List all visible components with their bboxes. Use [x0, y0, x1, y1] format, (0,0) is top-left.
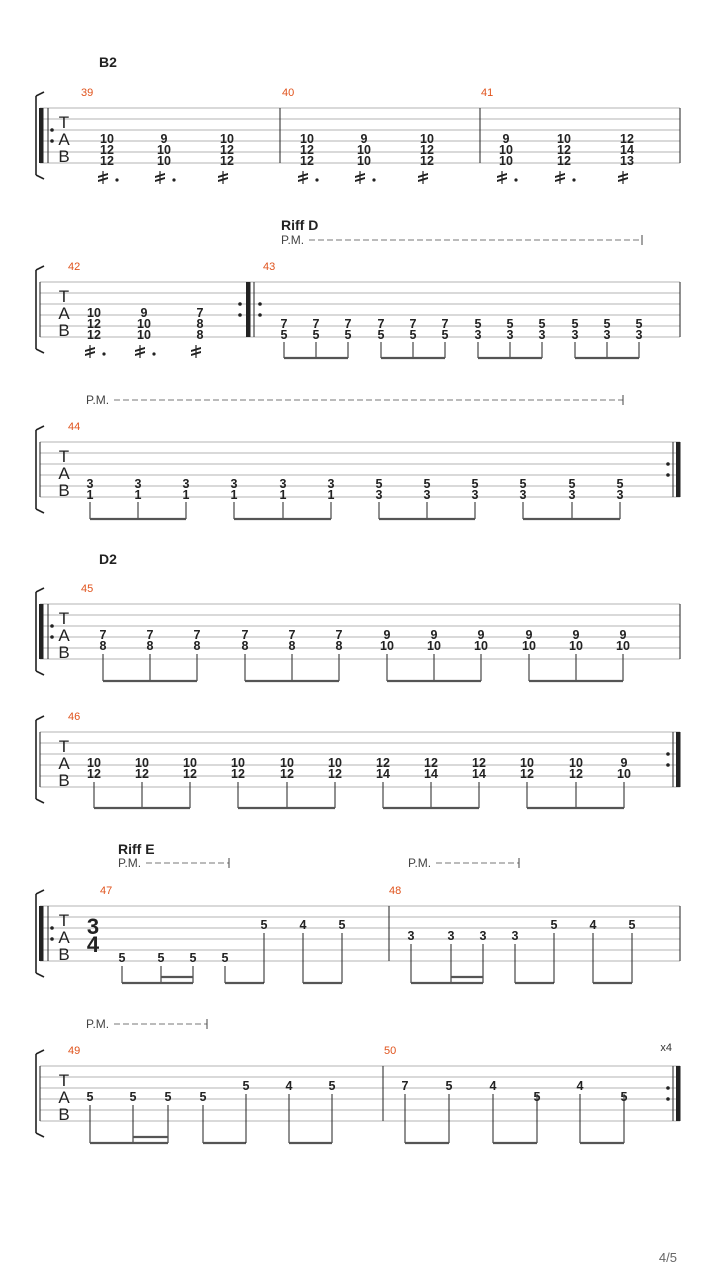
measure-number: 45: [81, 583, 94, 595]
tab-clef-a: A: [58, 754, 70, 773]
fret-number: 10: [617, 767, 631, 781]
fret-number: 9: [502, 132, 510, 146]
fret-number: 14: [620, 143, 634, 157]
tab-clef-a: A: [58, 928, 70, 947]
fret-number: 10: [420, 132, 434, 146]
fret-number: 3: [474, 328, 482, 342]
fret-number: 8: [146, 639, 154, 653]
fret-number: 10: [87, 306, 101, 320]
fret-number: 10: [499, 143, 513, 157]
time-signature-top: 3: [86, 914, 100, 939]
repeat-dot: [666, 763, 670, 767]
fret-number: 9: [140, 306, 148, 320]
fret-number: 10: [300, 132, 314, 146]
fret-number: 8: [241, 639, 249, 653]
dot: [102, 352, 105, 355]
repeat-dot: [666, 1086, 670, 1090]
measure-number: 50: [384, 1045, 397, 1057]
fret-number: 1: [279, 488, 287, 502]
fret-number: 10: [520, 756, 534, 770]
fret-number: 5: [221, 951, 229, 965]
fret-number: 9: [430, 628, 438, 642]
fret-number: 12: [424, 756, 438, 770]
fret-number: 10: [569, 639, 583, 653]
dot: [315, 178, 318, 181]
fret-number: 3: [519, 488, 527, 502]
fret-number: 5: [129, 1090, 137, 1104]
dot: [572, 178, 575, 181]
repeat-dot: [50, 128, 54, 132]
fret-number: 3: [447, 929, 455, 943]
fret-number: 7: [99, 628, 107, 642]
fret-number: 12: [569, 767, 583, 781]
fret-number: 12: [87, 767, 101, 781]
start-repeat-thick: [39, 604, 44, 659]
bracket-hook: [36, 1133, 44, 1137]
fret-number: 3: [506, 328, 514, 342]
bracket-hook: [36, 1050, 44, 1054]
bracket-hook: [36, 671, 44, 675]
measure-number: 39: [81, 87, 94, 99]
fret-number: 10: [87, 756, 101, 770]
fret-number: 9: [572, 628, 580, 642]
fret-number: 10: [380, 639, 394, 653]
fret-number: 10: [157, 154, 171, 168]
dot: [152, 352, 155, 355]
tab-clef-a: A: [58, 130, 70, 149]
fret-number: 1: [327, 488, 335, 502]
bracket-hook: [36, 349, 44, 353]
fret-number: 5: [635, 317, 643, 331]
fret-number: 8: [196, 317, 204, 331]
fret-number: 8: [196, 328, 204, 342]
fret-number: 12: [557, 143, 571, 157]
tab-clef-b: B: [58, 771, 70, 790]
repeat-dot: [238, 313, 242, 317]
tab-clef-t: T: [58, 737, 70, 756]
measure-number: 47: [100, 885, 113, 897]
fret-number: 1: [86, 488, 94, 502]
fret-number: 5: [620, 1090, 628, 1104]
fret-number: 1: [134, 488, 142, 502]
palm-mute-label: P.M.: [408, 856, 432, 870]
fret-number: 10: [474, 639, 488, 653]
fret-number: 10: [569, 756, 583, 770]
fret-number: 7: [288, 628, 296, 642]
measure-number: 42: [68, 261, 81, 273]
fret-number: 1: [230, 488, 238, 502]
fret-number: 4: [285, 1079, 293, 1093]
tab-clef-a: A: [58, 464, 70, 483]
tab-clef-b: B: [58, 147, 70, 166]
measure-number: 43: [263, 261, 276, 273]
fret-number: 3: [423, 488, 431, 502]
fret-number: 5: [550, 918, 558, 932]
palm-mute-label: P.M.: [281, 233, 305, 247]
fret-number: 7: [335, 628, 343, 642]
repeat-dot: [50, 926, 54, 930]
repeat-count: x4: [660, 1042, 672, 1054]
repeat-dot: [666, 473, 670, 477]
start-repeat-thick: [39, 108, 44, 163]
fret-number: 10: [328, 756, 342, 770]
fret-number: 3: [471, 488, 479, 502]
fret-number: 3: [511, 929, 519, 943]
repeat-dot: [238, 302, 242, 306]
end-repeat-thick: [676, 442, 681, 497]
fret-number: 10: [137, 328, 151, 342]
fret-number: 5: [616, 477, 624, 491]
fret-number: 5: [118, 951, 126, 965]
measure-number: 48: [389, 885, 402, 897]
fret-number: 7: [146, 628, 154, 642]
fret-number: 12: [300, 143, 314, 157]
bracket-hook: [36, 588, 44, 592]
repeat-thick: [246, 282, 251, 337]
repeat-dot: [258, 313, 262, 317]
fret-number: 10: [231, 756, 245, 770]
fret-number: 12: [220, 143, 234, 157]
fret-number: 10: [357, 143, 371, 157]
fret-number: 4: [576, 1079, 584, 1093]
bracket-hook: [36, 175, 44, 179]
fret-number: 3: [538, 328, 546, 342]
fret-number: 5: [375, 477, 383, 491]
repeat-dot: [666, 1097, 670, 1101]
fret-number: 9: [160, 132, 168, 146]
fret-number: 5: [628, 918, 636, 932]
fret-number: 9: [620, 756, 628, 770]
fret-number: 7: [401, 1079, 409, 1093]
fret-number: 10: [522, 639, 536, 653]
fret-number: 12: [557, 154, 571, 168]
bracket-hook: [36, 799, 44, 803]
fret-number: 4: [589, 918, 597, 932]
fret-number: 5: [260, 918, 268, 932]
fret-number: 3: [327, 477, 335, 491]
fret-number: 5: [441, 328, 449, 342]
palm-mute-label: P.M.: [86, 393, 110, 407]
fret-number: 14: [424, 767, 438, 781]
fret-number: 3: [571, 328, 579, 342]
fret-number: 10: [135, 756, 149, 770]
fret-number: 14: [376, 767, 390, 781]
fret-number: 10: [137, 317, 151, 331]
repeat-dot: [50, 635, 54, 639]
fret-number: 5: [533, 1090, 541, 1104]
fret-number: 12: [87, 328, 101, 342]
measure-number: 46: [68, 711, 81, 723]
fret-number: 3: [407, 929, 415, 943]
bracket-hook: [36, 716, 44, 720]
fret-number: 3: [568, 488, 576, 502]
fret-number: 10: [616, 639, 630, 653]
fret-number: 5: [423, 477, 431, 491]
fret-number: 4: [299, 918, 307, 932]
fret-number: 10: [183, 756, 197, 770]
tab-clef-b: B: [58, 643, 70, 662]
repeat-dot: [50, 139, 54, 143]
fret-number: 5: [164, 1090, 172, 1104]
section-label: D2: [99, 551, 117, 567]
fret-number: 12: [520, 767, 534, 781]
fret-number: 3: [279, 477, 287, 491]
fret-number: 10: [157, 143, 171, 157]
fret-number: 12: [100, 154, 114, 168]
fret-number: 10: [220, 132, 234, 146]
measure-number: 49: [68, 1045, 81, 1057]
fret-number: 10: [357, 154, 371, 168]
bracket-hook: [36, 890, 44, 894]
fret-number: 9: [360, 132, 368, 146]
fret-number: 9: [525, 628, 533, 642]
bracket-hook: [36, 92, 44, 96]
fret-number: 4: [489, 1079, 497, 1093]
fret-number: 12: [100, 143, 114, 157]
fret-number: 7: [241, 628, 249, 642]
fret-number: 13: [620, 154, 634, 168]
tab-clef-t: T: [58, 609, 70, 628]
palm-mute-label: P.M.: [118, 856, 142, 870]
fret-number: 3: [134, 477, 142, 491]
repeat-dot: [666, 462, 670, 466]
fret-number: 5: [199, 1090, 207, 1104]
tab-clef-b: B: [58, 481, 70, 500]
tab-clef-t: T: [58, 287, 70, 306]
page-number: 4/5: [658, 1250, 677, 1265]
measure-number: 40: [282, 87, 295, 99]
fret-number: 5: [538, 317, 546, 331]
repeat-dot: [258, 302, 262, 306]
fret-number: 12: [472, 756, 486, 770]
tab-clef-b: B: [58, 321, 70, 340]
dot: [514, 178, 517, 181]
fret-number: 9: [383, 628, 391, 642]
fret-number: 3: [375, 488, 383, 502]
fret-number: 9: [619, 628, 627, 642]
section-label: Riff D: [281, 217, 319, 233]
fret-number: 3: [603, 328, 611, 342]
bracket-hook: [36, 973, 44, 977]
tab-clef-a: A: [58, 304, 70, 323]
tab-clef-b: B: [58, 945, 70, 964]
fret-number: 7: [196, 306, 204, 320]
fret-number: 8: [288, 639, 296, 653]
fret-number: 5: [280, 328, 288, 342]
fret-number: 12: [231, 767, 245, 781]
fret-number: 5: [506, 317, 514, 331]
fret-number: 3: [86, 477, 94, 491]
end-repeat-thick: [676, 732, 681, 787]
fret-number: 12: [420, 143, 434, 157]
fret-number: 7: [312, 317, 320, 331]
fret-number: 3: [635, 328, 643, 342]
fret-number: 5: [474, 317, 482, 331]
fret-number: 12: [328, 767, 342, 781]
fret-number: 5: [377, 328, 385, 342]
dot: [115, 178, 118, 181]
fret-number: 9: [477, 628, 485, 642]
repeat-dot: [50, 937, 54, 941]
tab-clef-a: A: [58, 1088, 70, 1107]
fret-number: 3: [182, 477, 190, 491]
measure-number: 41: [481, 87, 494, 99]
fret-number: 3: [230, 477, 238, 491]
section-label: B2: [99, 54, 117, 70]
fret-number: 12: [220, 154, 234, 168]
fret-number: 5: [242, 1079, 250, 1093]
section-label: Riff E: [118, 841, 155, 857]
staff-layer: [36, 92, 681, 1143]
dot: [172, 178, 175, 181]
fret-number: 10: [557, 132, 571, 146]
bracket-hook: [36, 426, 44, 430]
tab-clef-b: B: [58, 1105, 70, 1124]
fret-number: 10: [100, 132, 114, 146]
bracket-hook: [36, 266, 44, 270]
palm-mute-label: P.M.: [86, 1017, 110, 1031]
fret-number: 8: [99, 639, 107, 653]
fret-number: 3: [479, 929, 487, 943]
fret-number: 12: [300, 154, 314, 168]
fret-number: 12: [183, 767, 197, 781]
fret-number: 12: [280, 767, 294, 781]
fret-number: 8: [335, 639, 343, 653]
tab-clef-t: T: [58, 911, 70, 930]
fret-number: 5: [568, 477, 576, 491]
fret-number: 5: [571, 317, 579, 331]
fret-number: 5: [471, 477, 479, 491]
end-repeat-thick: [676, 1066, 681, 1121]
repeat-dot: [666, 752, 670, 756]
fret-number: 5: [409, 328, 417, 342]
tab-clef-a: A: [58, 626, 70, 645]
fret-number: 5: [603, 317, 611, 331]
fret-number: 7: [193, 628, 201, 642]
fret-number: 5: [189, 951, 197, 965]
text-layer: [58, 54, 672, 1124]
fret-number: 5: [328, 1079, 336, 1093]
measure-number: 44: [68, 421, 81, 433]
tab-clef-t: T: [58, 113, 70, 132]
fret-number: 5: [519, 477, 527, 491]
tab-clef-t: T: [58, 447, 70, 466]
fret-number: 5: [445, 1079, 453, 1093]
fret-number: 12: [87, 317, 101, 331]
fret-number: 7: [409, 317, 417, 331]
fret-number: 7: [344, 317, 352, 331]
dot: [372, 178, 375, 181]
tab-clef-t: T: [58, 1071, 70, 1090]
fret-number: 10: [280, 756, 294, 770]
fret-number: 7: [441, 317, 449, 331]
fret-number: 5: [86, 1090, 94, 1104]
fret-number: 1: [182, 488, 190, 502]
fret-number: 10: [427, 639, 441, 653]
fret-number: 12: [376, 756, 390, 770]
fret-number: 10: [499, 154, 513, 168]
fret-number: 12: [620, 132, 634, 146]
bracket-hook: [36, 509, 44, 513]
fret-number: 5: [157, 951, 165, 965]
fret-number: 12: [420, 154, 434, 168]
fret-number: 14: [472, 767, 486, 781]
fret-number: 5: [344, 328, 352, 342]
start-repeat-thick: [39, 906, 44, 961]
fret-number: 3: [616, 488, 624, 502]
fret-number: 5: [312, 328, 320, 342]
fret-number: 8: [193, 639, 201, 653]
fret-number: 5: [338, 918, 346, 932]
fret-number: 12: [135, 767, 149, 781]
fret-number: 7: [377, 317, 385, 331]
time-signature-bottom: 4: [86, 932, 100, 957]
fret-number: 7: [280, 317, 288, 331]
repeat-dot: [50, 624, 54, 628]
